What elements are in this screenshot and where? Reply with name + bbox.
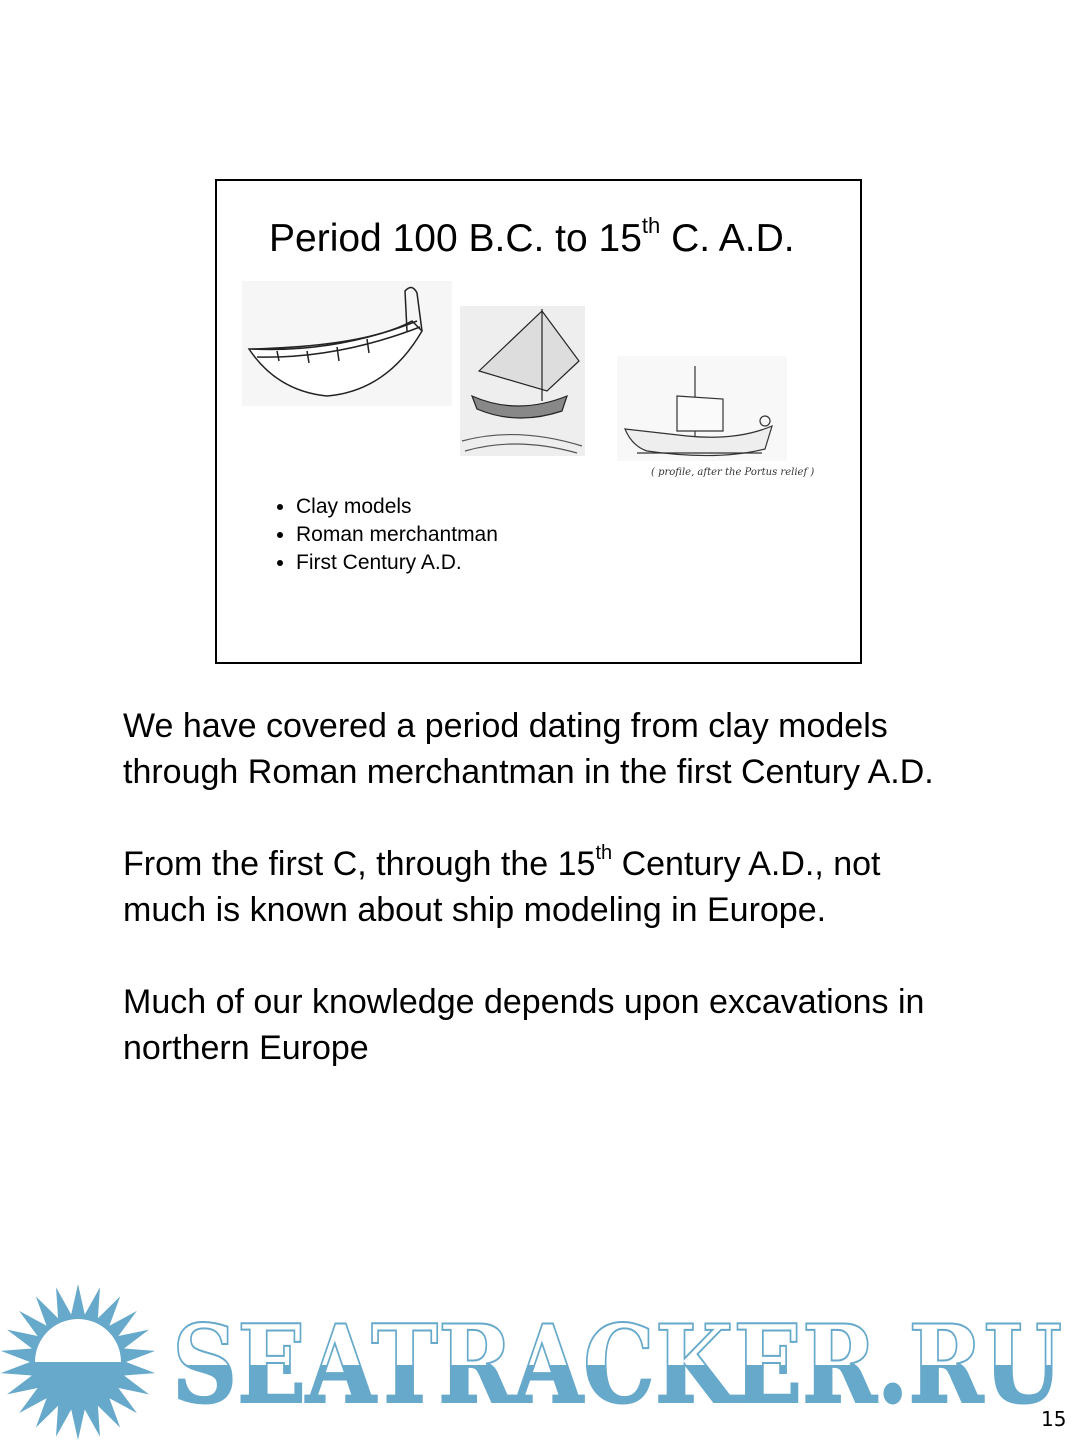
slide-thumbnail: [215, 179, 862, 664]
bullet-item: • Roman merchantman: [296, 521, 498, 549]
page-number: 15: [1041, 1407, 1067, 1431]
image-caption: ( profile, after the Portus relief ): [651, 467, 815, 478]
roman-merchantman-image: [460, 306, 585, 456]
profile-ship-image: [617, 356, 787, 461]
bullet-list: [272, 493, 498, 577]
notes-paragraph: Much of our knowledge depends upon excavations in northern Europe: [123, 983, 925, 1067]
notes-superscript: th: [595, 842, 613, 864]
title-superscript: th: [641, 213, 661, 238]
seatracker-logo: [0, 1280, 1080, 1440]
notes-paragraph: We have covered a period dating from clay models through Roman merchantman in the first Century A.D.: [123, 707, 934, 791]
title-text: Period 100 B.C. to 15: [269, 217, 642, 260]
bullet-item: • First Century A.D.: [296, 549, 498, 577]
notes-text: From the first C, through the 15: [123, 845, 596, 883]
speaker-notes: [123, 703, 963, 1117]
sun-icon: [1, 1284, 155, 1440]
notes-text: Century A.D., not much is known about ship modeling in Europe.: [123, 845, 881, 929]
bullet-item: • Clay models: [296, 493, 498, 521]
ship-illustrations: [217, 181, 862, 491]
clay-model-image: [242, 281, 452, 406]
title-text-end: C. A.D.: [660, 217, 795, 260]
logo-text: SEATRACKER.RU: [172, 1302, 1062, 1428]
notes-paragraph: [123, 841, 963, 933]
